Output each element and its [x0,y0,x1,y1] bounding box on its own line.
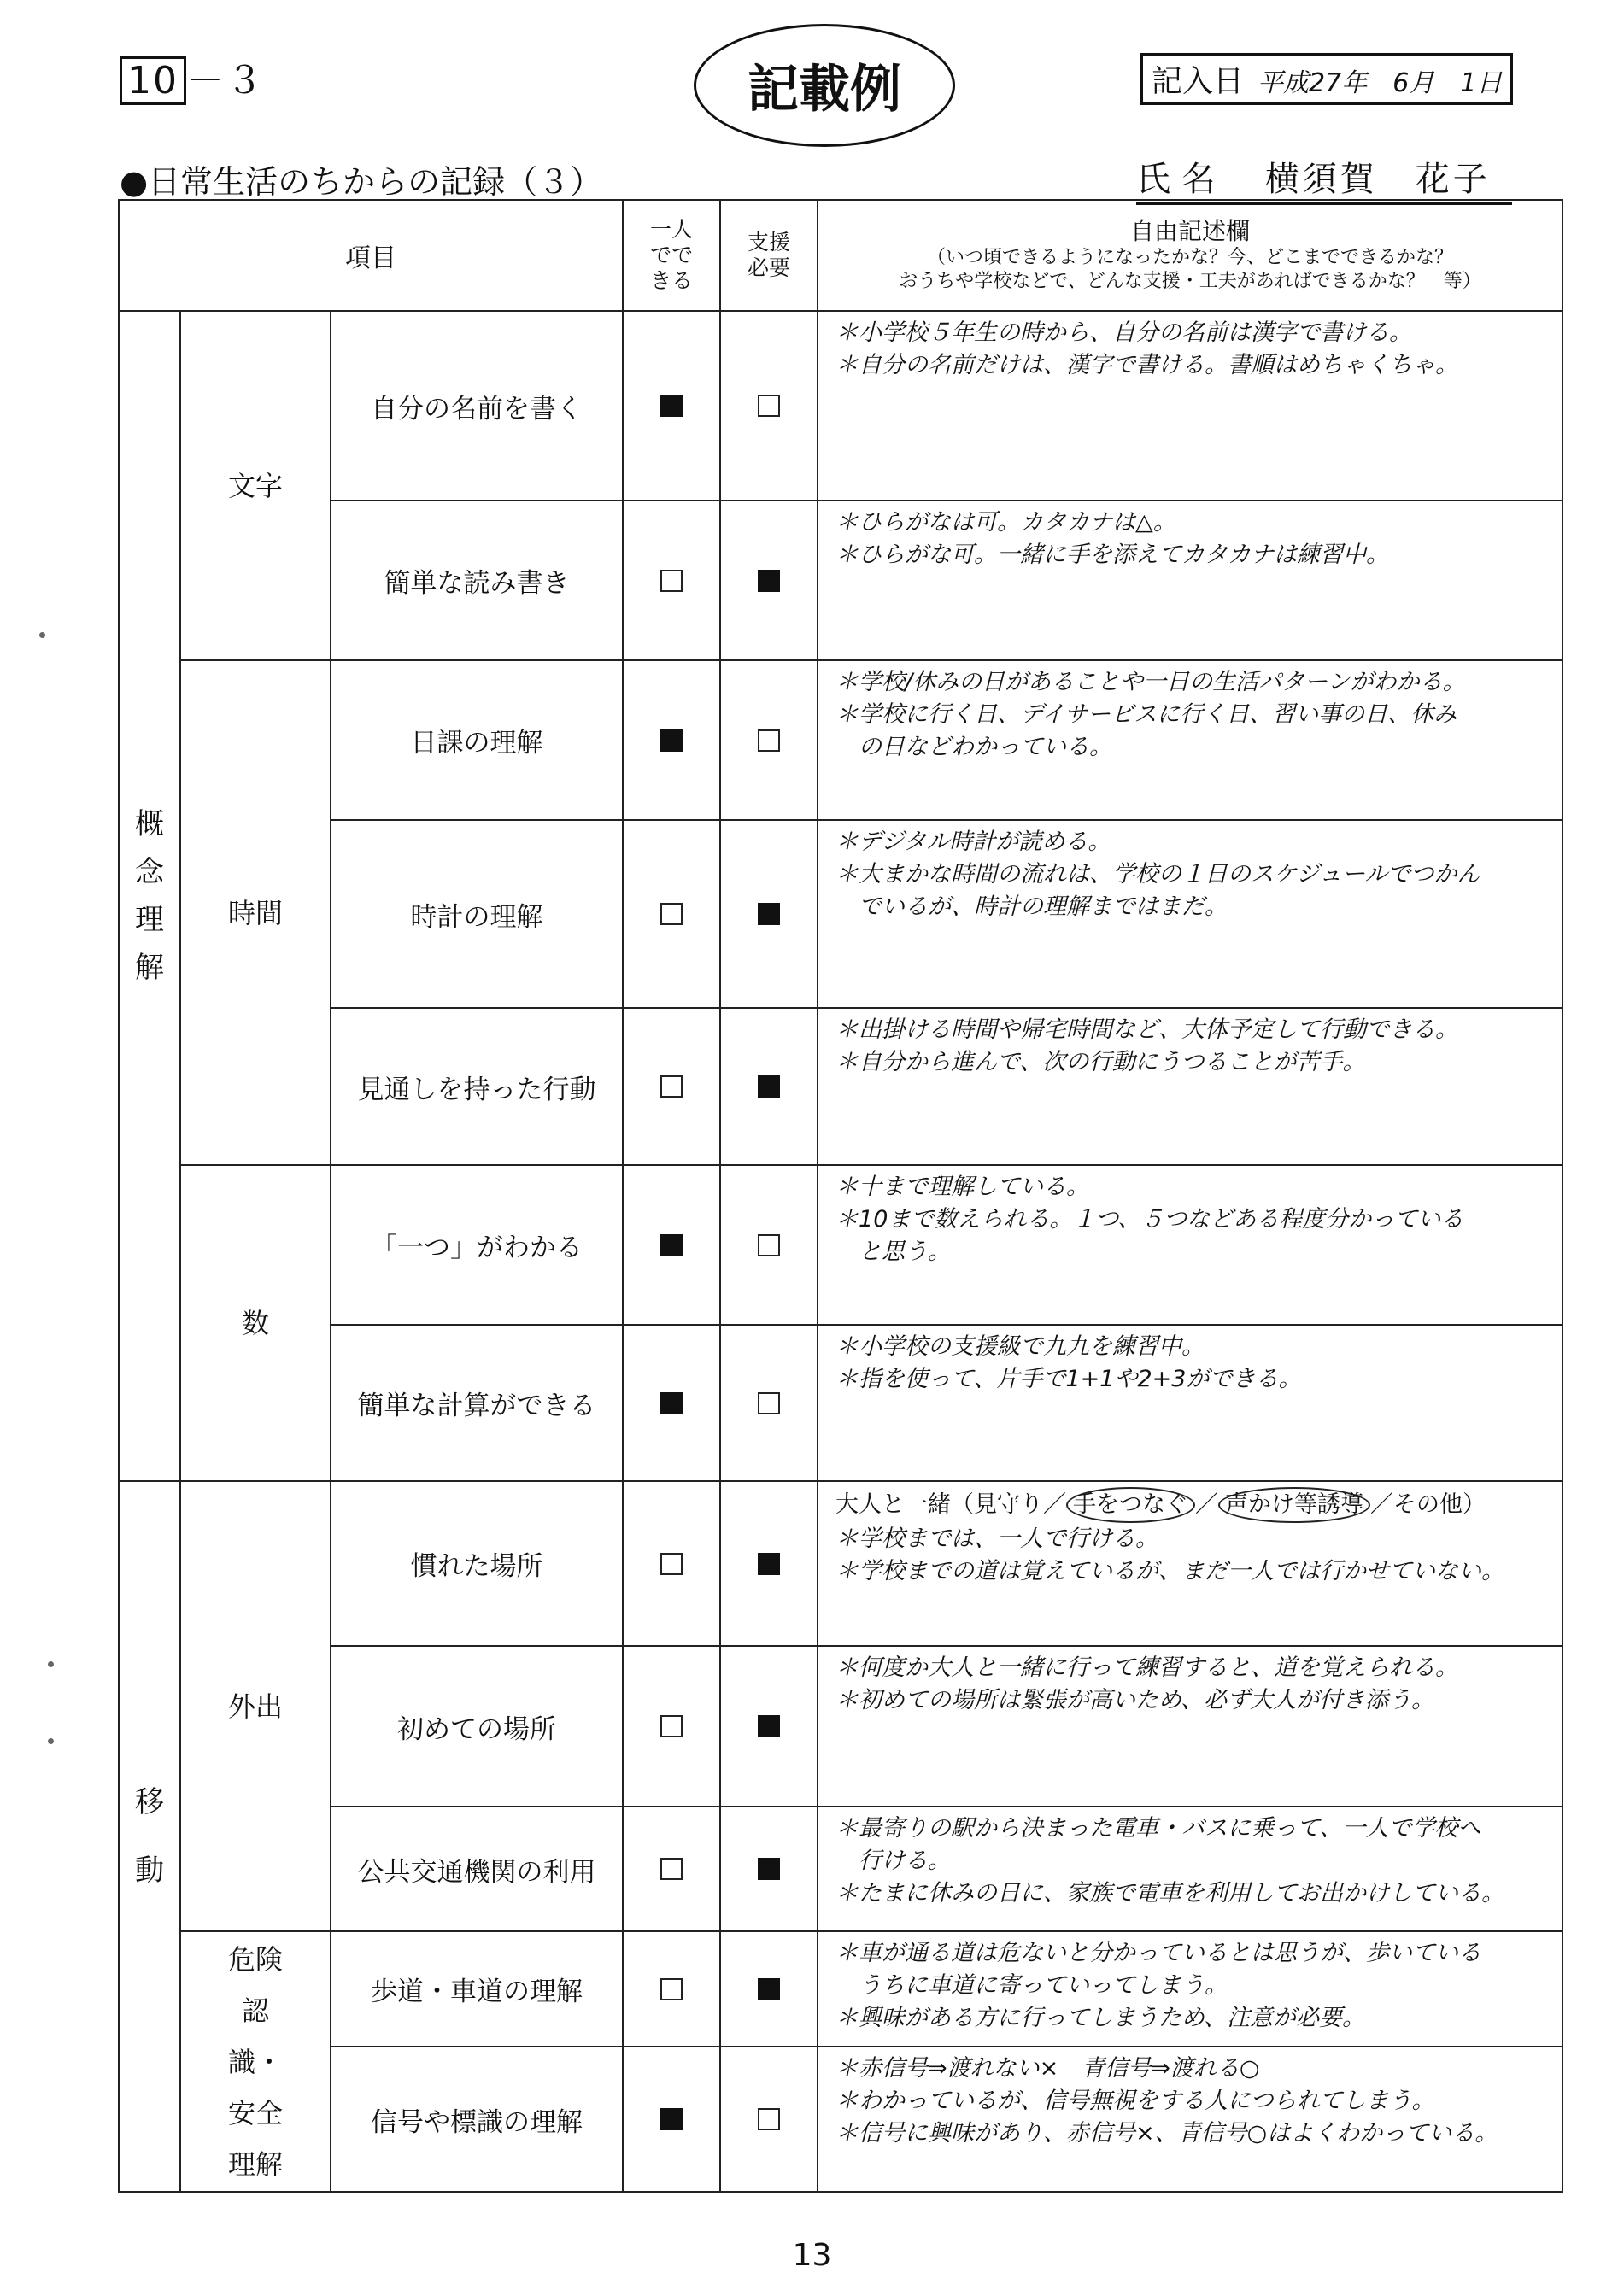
alone-checkbox[interactable] [623,1008,720,1165]
alone-checkbox[interactable] [623,1931,720,2047]
item-header: 項目 [119,200,623,311]
free-title: 自由記述欄 [1130,217,1251,245]
note-line: ＊車が通る道は危ないと分かっているとは思うが、歩いている [835,1940,1482,1966]
table-row [119,1931,1562,2047]
table-row [119,1008,1562,1165]
table-row [119,1481,1562,1646]
page-id [120,50,265,104]
note-line: ＊信号に興味があり、赤信号×、青信号○はよくわかっている。 [835,2120,1498,2147]
checkbox-box [758,1392,780,1414]
entry-date-label: 記入日 [1152,64,1245,99]
free-note [818,1646,1562,1807]
note-line: ＊興味がある方に行ってしまうため、注意が必要。 [835,2005,1365,2031]
checkbox-box [758,1715,780,1737]
checkbox-box [660,1392,683,1414]
free-note [818,660,1562,820]
alone-checkbox[interactable] [623,311,720,501]
free-sub-2: おうちや学校などで、どんな支援・工夫があればできるかな？ 等） [899,271,1481,292]
free-note [818,501,1562,660]
entry-date [1140,53,1513,105]
item-label: 自分の名前を書く [331,311,623,501]
free-note [818,820,1562,1008]
free-note [818,1807,1562,1931]
checkbox-box [660,395,683,417]
scan-speck [48,1661,54,1667]
item-label: 歩道・車道の理解 [331,1931,623,2047]
alone-checkbox[interactable] [623,1165,720,1325]
item-label: 初めての場所 [331,1646,623,1807]
adult-suffix: ／その他） [1370,1491,1486,1518]
item-label: 時計の理解 [331,820,623,1008]
table-row [119,1165,1562,1325]
checkbox-box [660,1715,683,1737]
table-row [119,501,1562,660]
free-sub-1: （いつ頃できるようになったかな？今、どこまでできるかな？ [927,247,1454,268]
note-line: ＊学校/休みの日があることや一日の生活パターンがわかる。 [835,669,1466,695]
support-checkbox[interactable] [720,820,818,1008]
note-line: ＊出掛ける時間や帰宅時間など、大体予定して行動できる。 [835,1016,1459,1043]
note-line: うちに車道に寄っていってしまう。 [835,1972,1228,1999]
note-line: の日などわかっている。 [835,734,1113,760]
subcategory-number: 数 [180,1165,331,1481]
subcategory-time: 時間 [180,660,331,1165]
note-line: ＊何度か大人と一緒に行って練習すると、道を覚えられる。 [835,1655,1459,1681]
free-note [818,1931,1562,2047]
support-checkbox[interactable] [720,1807,818,1931]
note-line: ＊初めての場所は緊張が高いため、必ず大人が付き添う。 [835,1687,1434,1713]
note-line: ＊ひらがな可。一緒に手を添えてカタカナは練習中。 [835,542,1390,568]
support-checkbox[interactable] [720,1646,818,1807]
support-header: 支援必要 [720,200,818,311]
free-description-header [818,200,1562,311]
record-title: ●日常生活のちからの記録（３） [120,163,603,201]
support-checkbox[interactable] [720,1931,818,2047]
note-line: ＊自分から進んで、次の行動にうつることが苦手。 [835,1049,1366,1075]
item-label: 「一つ」がわかる [331,1165,623,1325]
checkbox-box [758,570,780,592]
alone-checkbox[interactable] [623,1807,720,1931]
adult-separator: ／ [1195,1491,1219,1518]
support-checkbox[interactable] [720,1165,818,1325]
adult-option-circled: 手をつなぐ [1066,1487,1195,1523]
support-checkbox[interactable] [720,660,818,820]
note-line: ＊学校までの道は覚えているが、まだ一人では行かせていない。 [835,1558,1505,1584]
entry-date-value: 平成27年 6月 1日 [1258,68,1503,98]
note-line: ＊ひらがなは可。カタカナは△。 [835,509,1176,536]
alone-header: 一人でできる [623,200,720,311]
note-line: ＊十まで理解している。 [835,1174,1090,1200]
note-line: ＊小学校の支援級で九九を練習中。 [835,1333,1205,1360]
table-row [119,820,1562,1008]
note-line: ＊赤信号⇒渡れない× 青信号⇒渡れる○ [835,2055,1260,2082]
table-header-row [119,200,1562,311]
checkbox-box [660,903,683,925]
note-line: ＊指を使って、片手で1+1や2+3ができる。 [835,1366,1302,1392]
alone-checkbox[interactable] [623,501,720,660]
note-line: ＊大まかな時間の流れは、学校の１日のスケジュールでつかん [835,861,1480,887]
checkbox-box [660,729,683,752]
adult-option-circled: 声かけ等誘導 [1218,1487,1370,1523]
record-table [118,199,1563,2193]
checkbox-box [660,1234,683,1256]
checkbox-box [660,1978,683,2000]
free-note [818,1481,1562,1646]
page-id-suffix: －３ [186,59,265,102]
support-checkbox[interactable] [720,501,818,660]
subcategory-chars: 文字 [180,311,331,660]
checkbox-box [758,1075,780,1098]
table-row [119,1807,1562,1931]
checkbox-box [660,1858,683,1880]
item-label: 信号や標識の理解 [331,2047,623,2192]
note-line: ＊わかっているが、信号無視をする人につられてしまう。 [835,2088,1435,2114]
table-row [119,2047,1562,2192]
checkbox-box [758,1858,780,1880]
example-stamp: 記載例 [694,24,955,147]
scan-speck [39,632,45,638]
checkbox-box [758,1978,780,2000]
category-movement: 移動 [119,1481,180,2192]
checkbox-box [660,2108,683,2130]
support-checkbox[interactable] [720,2047,818,2192]
category-concept: 概念理解 [119,311,180,1481]
free-note [818,1008,1562,1165]
checkbox-box [758,395,780,417]
table-row [119,311,1562,501]
item-label: 慣れた場所 [331,1481,623,1646]
checkbox-box [758,1553,780,1575]
note-line: 行ける。 [835,1848,952,1874]
item-label: 簡単な計算ができる [331,1325,623,1481]
support-checkbox[interactable] [720,1008,818,1165]
note-line: ＊10まで数えられる。１つ、５つなどある程度分かっている [835,1206,1464,1233]
name-value: 横須賀 花子 [1264,160,1491,199]
checkbox-box [758,1234,780,1256]
scan-speck [48,1738,54,1744]
free-note [818,1165,1562,1325]
subcategory-outing: 外出 [180,1481,331,1931]
note-line: ＊デジタル時計が読める。 [835,829,1111,855]
checkbox-box [758,2108,780,2130]
alone-checkbox[interactable] [623,660,720,820]
note-line: ＊学校までは、一人で行ける。 [835,1526,1159,1552]
adult-with-options [835,1487,1553,1523]
checkbox-box [758,903,780,925]
note-line: ＊小学校５年生の時から、自分の名前は漢字で書ける。 [835,319,1413,346]
checkbox-box [660,570,683,592]
support-checkbox[interactable] [720,1481,818,1646]
free-note [818,1325,1562,1481]
item-label: 簡単な読み書き [331,501,623,660]
subcategory-danger: 危険認識・安全理解 [180,1931,331,2192]
item-label: 見通しを持った行動 [331,1008,623,1165]
name-label: 氏 名 [1136,160,1216,199]
free-note [818,2047,1562,2192]
alone-checkbox[interactable] [623,2047,720,2192]
item-label: 日課の理解 [331,660,623,820]
table-row [119,1646,1562,1807]
item-label: 公共交通機関の利用 [331,1807,623,1931]
checkbox-box [758,729,780,752]
name-line [1136,152,1512,205]
alone-checkbox[interactable] [623,1646,720,1807]
table-row [119,660,1562,820]
note-line: ＊たまに休みの日に、家族で電車を利用してお出かけしている。 [835,1880,1505,1906]
checkbox-box [660,1553,683,1575]
page-number: 13 [792,2238,832,2273]
support-checkbox[interactable] [720,311,818,501]
alone-checkbox[interactable] [623,820,720,1008]
adult-prefix: 大人と一緒（見守り／ [835,1491,1067,1518]
page-id-prefix: 10 [120,56,186,105]
checkbox-box [660,1075,683,1098]
alone-checkbox[interactable] [623,1325,720,1481]
table-row [119,1325,1562,1481]
note-line: ＊自分の名前だけは、漢字で書ける。書順はめちゃくちゃ。 [835,352,1459,378]
note-line: ＊最寄りの駅から決まった電車・バスに乗って、一人で学校へ [835,1815,1481,1842]
note-line: と思う。 [835,1239,952,1265]
note-line: ＊学校に行く日、デイサービスに行く日、習い事の日、休み [835,701,1457,728]
alone-checkbox[interactable] [623,1481,720,1646]
support-checkbox[interactable] [720,1325,818,1481]
free-note [818,311,1562,501]
note-line: でいるが、時計の理解まではまだ。 [835,893,1228,920]
